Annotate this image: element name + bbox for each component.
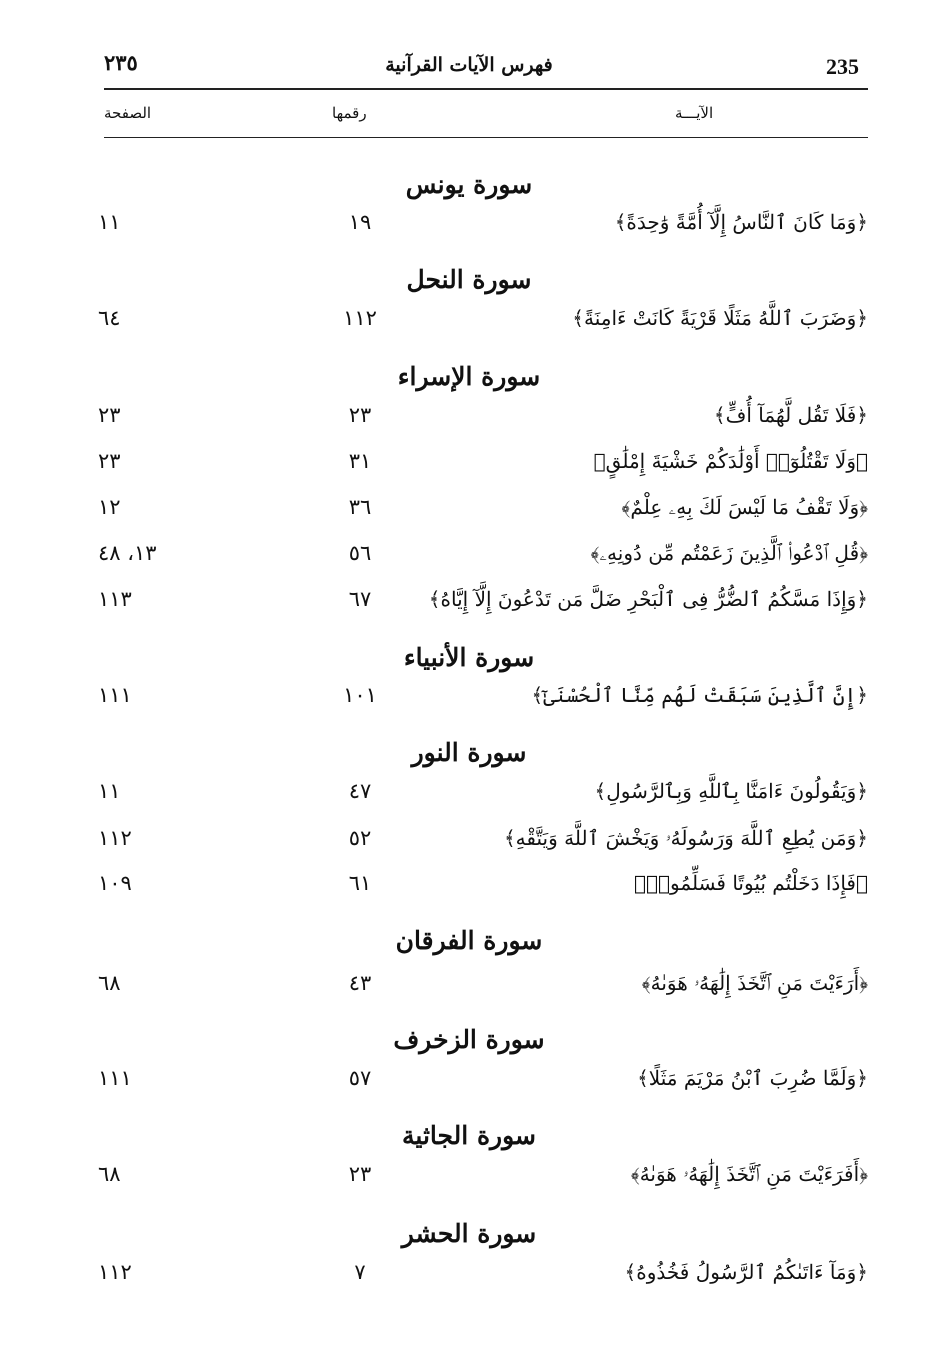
index-row <box>0 1066 938 1106</box>
verse-text: ﴿وَإِذَا مَسَّكُمُ ٱلضُّرُّ فِى ٱلْبَحْرِ ضَلَّ مَن تَدْعُونَ إِلَّآ إِيَّاهُ﴾ <box>428 587 868 611</box>
page-reference: ٦٨ <box>98 971 121 995</box>
page-reference: ١١١ <box>98 1066 132 1090</box>
surah-heading: سورة الزخرف <box>393 1025 545 1054</box>
page-reference: ١١١ <box>98 683 132 707</box>
surah-heading: سورة الفرقان <box>395 926 543 955</box>
verse-number: ٣١ <box>348 449 372 473</box>
page-reference: ١٠٩ <box>98 871 132 895</box>
index-row <box>0 971 938 1011</box>
column-header-verse: الآيـــة <box>675 104 714 122</box>
surah-heading: سورة النور <box>411 738 527 767</box>
page-reference: ١١٣ <box>98 587 132 611</box>
verse-text: ﴿قُلِ ٱدْعُوا۟ ٱلَّذِينَ زَعَمْتُم مِّن دُونِهِۦ﴾ <box>590 541 868 565</box>
verse-number: ٤٧ <box>348 779 372 803</box>
surah-heading: سورة الإسراء <box>397 362 541 391</box>
index-row <box>0 587 938 627</box>
page-reference: ١٢ <box>98 495 121 519</box>
surah-heading: سورة يونس <box>405 170 533 199</box>
verse-text: ﴿فَلَا تَقُل لَّهُمَآ أُفٍّ﴾ <box>713 403 868 427</box>
verse-text: ﴿وَلَا تَقْتُلُوٓا۟ أَوْلَٰدَكُمْ خَشْيَةَ إِمْلَٰقٍ﴾ <box>593 449 868 473</box>
page-reference: ١١٢ <box>98 826 132 850</box>
index-row <box>0 1162 938 1202</box>
verse-number: ٥٧ <box>348 1066 372 1090</box>
verse-number: ٣٦ <box>348 495 372 519</box>
verse-text: ﴿أَفَرَءَيْتَ مَنِ ٱتَّخَذَ إِلَٰهَهُۥ هَوَىٰهُ﴾ <box>630 1162 868 1186</box>
index-row <box>0 826 938 866</box>
verse-number: ٧ <box>354 1260 366 1284</box>
verse-number: ٤٣ <box>348 971 372 995</box>
verse-number: ٦١ <box>348 871 372 895</box>
verse-number: ١٠١ <box>343 683 377 707</box>
column-header-rule <box>104 137 868 138</box>
verse-text: ﴿فَإِذَا دَخَلْتُم بُيُوتًا فَسَلِّمُوا۟﴾ <box>634 871 868 895</box>
verse-number: ٢٣ <box>348 403 372 427</box>
verse-text: ﴿وَلَمَّا ضُرِبَ ٱبْنُ مَرْيَمَ مَثَلًا﴾ <box>637 1066 868 1090</box>
verse-text: ﴿وَلَا تَقْفُ مَا لَيْسَ لَكَ بِهِۦ عِلْمٌ﴾ <box>621 495 868 519</box>
index-row <box>0 871 938 911</box>
verse-number: ٦٧ <box>348 587 372 611</box>
index-row <box>0 495 938 535</box>
verse-text: ﴿وَيَقُولُونَ ءَامَنَّا بِٱللَّهِ وَبِٱلرَّسُولِ﴾ <box>594 779 868 803</box>
page-reference: ٢٣ <box>98 449 121 473</box>
index-row <box>0 403 938 443</box>
page-number: 235 <box>826 54 859 79</box>
verse-text: ﴿أَرَءَيْتَ مَنِ ٱتَّخَذَ إِلَٰهَهُۥ هَوَىٰهُ﴾ <box>641 971 868 995</box>
verse-number: ١٩ <box>348 210 372 234</box>
verse-text: ﴿وَمَآ ءَاتَىٰكُمُ ٱلرَّسُولُ فَخُذُوهُ﴾ <box>624 1260 868 1284</box>
index-row <box>0 306 938 346</box>
page-reference: ١١٢ <box>98 1260 132 1284</box>
verse-number: ٥٢ <box>348 826 372 850</box>
verse-text: ﴿وَمَا كَانَ ٱلنَّاسُ إِلَّآ أُمَّةً وَٰحِدَةً﴾ <box>614 210 868 234</box>
column-header-number: رقمها <box>332 104 367 122</box>
index-row <box>0 449 938 489</box>
verse-number: ١١٢ <box>343 306 377 330</box>
surah-heading: سورة الحشر <box>401 1219 537 1248</box>
page-reference: ١٣، ٤٨ <box>98 541 157 565</box>
index-row <box>0 210 938 250</box>
index-row <box>0 1260 938 1300</box>
verse-number: ٥٦ <box>348 541 372 565</box>
surah-heading: سورة الأنبياء <box>403 643 535 672</box>
page-reference: ٦٤ <box>98 306 121 330</box>
verse-text: ﴿وَمَن يُطِعِ ٱللَّهَ وَرَسُولَهُۥ وَيَخْشَ ٱللَّهَ وَيَتَّقْهِ﴾ <box>503 826 868 850</box>
index-row <box>0 683 938 723</box>
page-reference: ١١ <box>98 210 121 234</box>
verse-text: ﴿وَضَرَبَ ٱللَّهُ مَثَلًا قَرْيَةً كَانَتْ ءَامِنَةً﴾ <box>572 306 868 330</box>
column-header-page: الصفحة <box>104 104 152 122</box>
verse-text: ﴿إِنَّ ٱلَّذِينَ سَبَقَتْ لَهُم مِّنَّا ٱلْحُسْنَىٰٓ﴾ <box>531 683 868 707</box>
verse-number: ٢٣ <box>348 1162 372 1186</box>
surah-heading: سورة النحل <box>406 265 532 294</box>
page-reference: ٢٣ <box>98 403 121 427</box>
header-rule <box>104 88 868 90</box>
index-row <box>0 779 938 819</box>
running-title: فهرس الآيات القرآنية <box>385 54 553 76</box>
page-reference: ١١ <box>98 779 121 803</box>
page-reference: ٦٨ <box>98 1162 121 1186</box>
index-row <box>0 541 938 581</box>
surah-heading: سورة الجاثية <box>402 1121 536 1150</box>
page-number-arabic: ٢٣٥ <box>104 50 138 75</box>
